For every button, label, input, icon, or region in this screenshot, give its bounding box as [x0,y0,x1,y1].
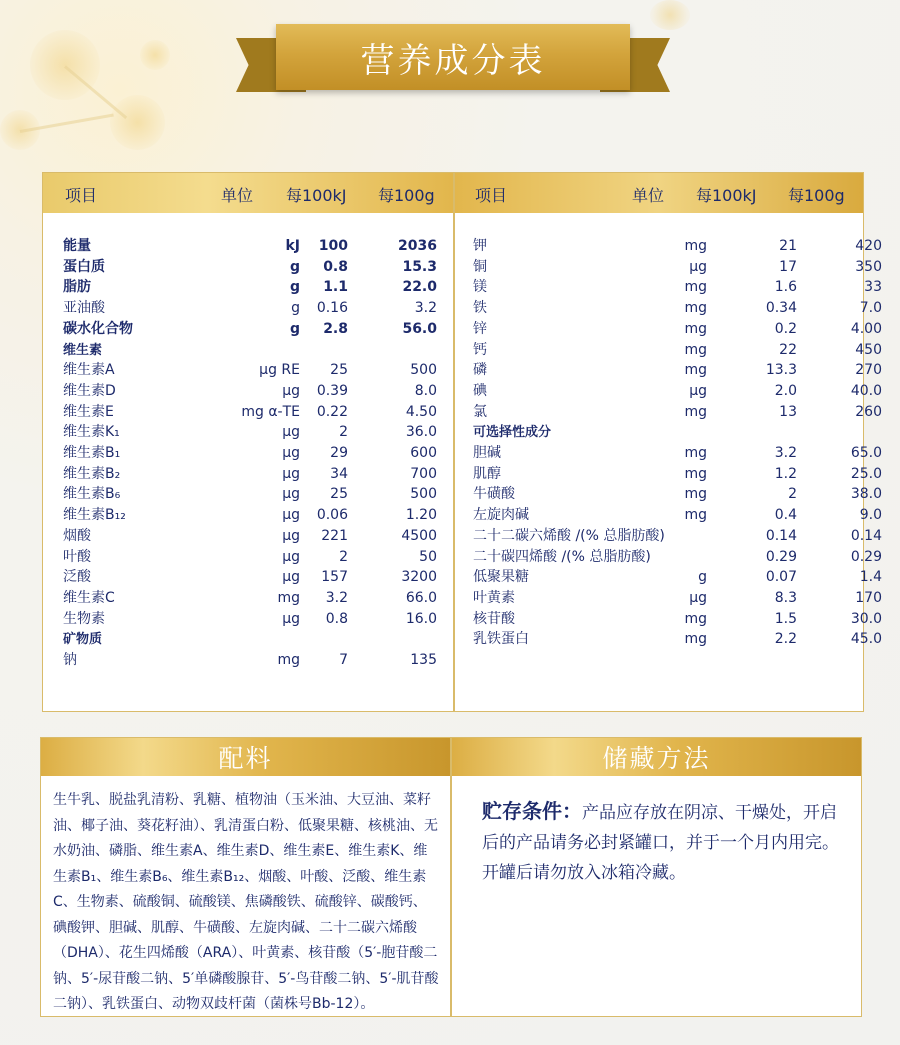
header-per-100g: 每100g [378,186,435,205]
row-per-100kj: 1.1 [323,279,348,296]
table-row [63,277,453,298]
row-per-100kj: 2 [339,424,348,441]
row-per-100g: 40.0 [850,382,882,399]
header-per-100kj: 每100kJ [696,186,757,205]
row-name: 维生素D [63,382,116,399]
row-name: 钾 [473,238,487,254]
row-name: 维生素 [63,342,103,358]
row-per-100kj: 21 [779,238,797,254]
row-unit: mg [684,610,707,627]
row-unit: mg [684,320,707,337]
row-per-100kj: 1.6 [774,279,797,296]
table-row [473,588,882,609]
table-row [473,443,882,464]
row-per-100kj: 0.22 [316,403,348,420]
row-unit: μg [282,486,300,503]
row-per-100kj: 0.2 [774,320,797,337]
row-per-100g: 7.0 [859,300,882,317]
row-unit: μg [282,382,300,399]
table-row [63,650,453,671]
table-row [473,464,882,485]
row-per-100g: 420 [855,238,882,254]
row-per-100g: 25.0 [850,465,882,482]
table-row [473,422,863,443]
row-name: 二十碳四烯酸 /(% 总脂肪酸) [473,548,651,565]
row-per-100g: 500 [410,486,437,503]
row-per-100kj: 0.07 [765,569,797,586]
row-name: 胆碱 [473,445,501,461]
row-per-100g: 45.0 [850,631,882,648]
row-per-100kj: 1.5 [774,610,797,627]
row-unit: mg [684,631,707,648]
row-per-100kj: 1.2 [774,465,797,482]
row-name: 铁 [473,300,487,317]
row-unit: μg [689,258,707,275]
row-per-100kj: 157 [321,569,348,586]
table-row [63,422,453,443]
row-unit: g [289,258,300,275]
row-name: 叶酸 [63,548,91,565]
row-per-100g: 450 [855,341,882,358]
row-per-100g: 66.0 [405,589,437,606]
row-per-100kj: 7 [339,652,348,668]
header-item: 项目 [475,186,508,205]
ingredients-panel [40,737,451,1017]
row-per-100kj: 2.8 [323,320,348,337]
table-row [473,609,882,630]
row-unit: g [289,279,300,296]
table-row [473,298,882,319]
row-unit: mg [277,589,300,606]
row-unit: mg [684,403,707,420]
table-row [63,484,453,505]
row-per-100kj: 34 [330,465,348,482]
table-row [473,505,882,526]
storage-label: 贮存条件： [482,799,582,823]
decorative-bubble [110,95,165,150]
row-name: 维生素A [63,362,115,379]
table-row [63,567,453,588]
table-row [63,547,453,568]
row-per-100kj: 3.2 [325,589,348,606]
row-per-100kj: 0.8 [323,258,348,275]
table-row [473,236,882,257]
row-per-100g: 65.0 [850,445,882,461]
header-unit: 单位 [632,186,665,205]
row-per-100g: 2036 [398,238,437,254]
table-row [473,360,882,381]
row-name: 维生素E [63,403,114,420]
table-row [473,381,882,402]
row-unit: μg [282,548,300,565]
table-row [473,484,882,505]
table-row [63,298,453,319]
storage-panel [451,737,862,1017]
table-row [473,319,882,340]
row-name: 泛酸 [63,569,91,586]
page-title: 营养成分表 [276,24,630,90]
row-per-100kj: 2 [339,548,348,565]
row-name: 钙 [473,341,487,358]
row-unit: μg RE [259,362,300,379]
row-per-100g: 350 [855,258,882,275]
row-per-100kj: 0.06 [316,507,348,524]
row-per-100g: 38.0 [850,486,882,503]
row-unit: kJ [285,238,300,254]
row-unit: μg [282,445,300,461]
row-per-100kj: 0.14 [765,527,797,544]
row-per-100g: 1.20 [405,507,437,524]
row-per-100kj: 13.3 [765,362,797,379]
row-per-100kj: 2 [788,486,797,503]
storage-title: 储藏方法 [452,738,861,776]
row-per-100kj: 25 [330,486,348,503]
row-per-100kj: 29 [330,445,348,461]
row-name: 维生素C [63,589,115,606]
table-row [63,360,453,381]
row-name: 镁 [473,279,487,296]
row-per-100g: 15.3 [402,258,437,275]
header-item: 项目 [65,186,98,205]
row-per-100g: 4500 [401,527,437,544]
ingredients-text: 生牛乳、脱盐乳清粉、乳糖、植物油（玉米油、大豆油、菜籽油、椰子油、葵花籽油）、乳清蛋白粉、低聚果糖、核桃油、无水奶油、磷脂、维生素A、维生素D、维生素E、维生素K、维生素B₁、维生素B₆、维生素B₁₂、烟酸、叶酸、泛酸、维生素C、生物素、硫酸铜、硫酸镁、焦磷酸铁、硫酸锌、碳酸钙、碘酸钾、胆碱、肌醇、牛磺酸、左旋肉碱、二十二碳六烯酸（DHA）、花生四烯酸（ARA）、叶黄素、核苷酸（5′-胞苷酸二钠、5′-尿苷酸二钠、5′单磷酸腺苷、5′-鸟苷酸二钠、5′-肌苷酸二钠）、乳铁蛋白、动物双歧杆菌（菌株号Bb-12）。 [53,792,439,1012]
decorative-bubble [140,40,170,70]
header-per-100g: 每100g [788,186,845,205]
row-name: 维生素K₁ [63,424,120,441]
row-unit: μg [282,569,300,586]
table-row [473,277,882,298]
row-name: 维生素B₁ [63,445,121,461]
row-per-100kj: 0.39 [316,382,348,399]
table-column-divider [453,173,455,711]
table-row [63,340,453,361]
table-row [63,629,453,650]
row-name: 钠 [63,652,77,668]
row-name: 可选择性成分 [473,425,552,441]
row-per-100g: 3200 [401,569,437,586]
table-row [473,340,882,361]
storage-text-block [452,776,861,888]
row-unit: μg [689,382,707,399]
row-per-100g: 135 [410,652,437,668]
row-per-100g: 500 [410,362,437,379]
row-name: 肌醇 [473,465,501,482]
row-name: 牛磺酸 [473,486,515,503]
table-row [473,629,882,650]
row-per-100g: 22.0 [402,279,437,296]
row-per-100g: 1.4 [859,569,882,586]
row-per-100g: 56.0 [402,320,437,337]
row-per-100kj: 0.4 [774,507,797,524]
row-per-100g: 4.00 [850,320,882,337]
row-name: 左旋肉碱 [473,507,529,524]
row-unit: μg [282,610,300,627]
row-per-100g: 600 [410,445,437,461]
row-per-100kj: 0.16 [316,300,348,317]
row-per-100g: 30.0 [850,610,882,627]
title-ribbon [236,24,670,106]
row-per-100kj: 0.34 [765,300,797,317]
row-per-100kj: 0.29 [765,548,797,565]
row-unit: mg [684,279,707,296]
table-row [473,567,882,588]
row-unit: mg [684,465,707,482]
row-unit: μg [282,465,300,482]
table-row [63,443,453,464]
ingredients-title: 配料 [41,738,450,776]
table-row [63,588,453,609]
row-unit: g [291,300,300,317]
row-name: 维生素B₂ [63,465,121,482]
row-name: 碘 [473,382,487,399]
row-per-100g: 0.29 [850,548,882,565]
row-unit: μg [282,507,300,524]
row-unit: mg [684,238,707,254]
table-row [473,526,882,547]
row-name: 核苷酸 [473,610,515,627]
row-per-100kj: 3.2 [774,445,797,461]
row-per-100g: 33 [864,279,882,296]
row-per-100kj: 2.0 [774,382,797,399]
row-per-100g: 0.14 [850,527,882,544]
table-row [63,236,453,257]
row-unit: μg [282,424,300,441]
row-per-100g: 36.0 [405,424,437,441]
row-unit: mg [684,445,707,461]
row-per-100kj: 0.8 [325,610,348,627]
row-per-100kj: 25 [330,362,348,379]
row-per-100kj: 13 [779,403,797,420]
table-row [63,526,453,547]
row-unit: μg [282,527,300,544]
row-name: 乳铁蛋白 [473,631,529,648]
row-name: 铜 [473,258,487,275]
row-per-100g: 4.50 [405,403,437,420]
nutrition-table [42,172,882,712]
row-unit: mg [684,486,707,503]
row-per-100g: 3.2 [414,300,437,317]
row-unit: mg [684,300,707,317]
table-row [473,257,882,278]
row-name: 能量 [63,238,91,254]
row-per-100kj: 221 [321,527,348,544]
row-name: 低聚果糖 [473,569,529,586]
table-row [63,257,453,278]
row-per-100kj: 2.2 [774,631,797,648]
table-row [63,402,453,423]
row-name: 二十二碳六烯酸 /(% 总脂肪酸) [473,527,665,544]
header-per-100kj: 每100kJ [286,186,347,205]
row-unit: g [289,320,300,337]
row-unit: mg [684,507,707,524]
row-name: 蛋白质 [63,258,105,275]
row-unit: mg [277,652,300,668]
row-per-100kj: 22 [779,341,797,358]
storage-text: 产品应存放在阴凉、干燥处，开启后的产品请务必封紧罐口，并于一个月内用完。开罐后请勿放入冰箱冷藏。 [482,803,839,883]
row-unit: mg [684,362,707,379]
row-unit: mg [684,341,707,358]
row-name: 维生素B₆ [63,486,121,503]
row-name: 亚油酸 [63,300,105,317]
row-per-100g: 8.0 [414,382,437,399]
row-name: 磷 [473,362,487,379]
row-name: 生物素 [63,610,105,627]
row-name: 矿物质 [63,632,103,648]
row-unit: mg α-TE [241,403,300,420]
row-per-100kj: 8.3 [774,589,797,606]
row-per-100g: 16.0 [405,610,437,627]
row-per-100g: 9.0 [859,507,882,524]
row-unit: g [698,569,707,586]
row-per-100kj: 17 [779,258,797,275]
header-unit: 单位 [221,186,254,205]
table-row [63,319,453,340]
row-name: 叶黄素 [473,589,515,606]
row-per-100g: 170 [855,589,882,606]
table-row [63,609,453,630]
row-name: 脂肪 [63,279,91,296]
row-name: 维生素B₁₂ [63,507,126,524]
table-row [63,381,453,402]
table-row [473,402,882,423]
row-per-100g: 270 [855,362,882,379]
row-name: 锌 [473,320,487,337]
table-row [63,464,453,485]
row-per-100g: 50 [419,548,437,565]
row-name: 烟酸 [63,527,91,544]
row-name: 氯 [473,403,487,420]
table-row [473,547,882,568]
row-per-100kj: 100 [318,238,348,254]
row-per-100g: 700 [410,465,437,482]
row-per-100g: 260 [855,403,882,420]
row-unit: μg [689,589,707,606]
table-row [63,505,453,526]
row-name: 碳水化合物 [63,320,133,337]
